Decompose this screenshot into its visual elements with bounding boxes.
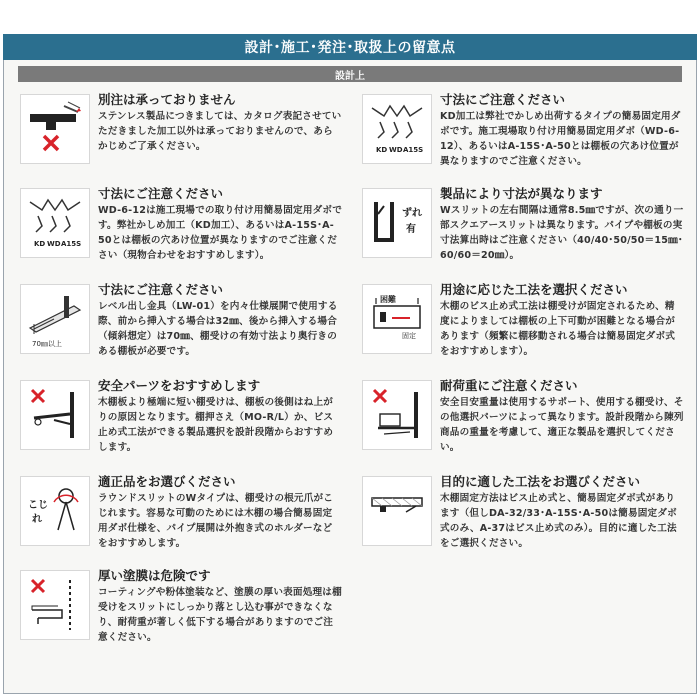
level-bracket-icon [20,284,90,354]
icon-label: KD [376,146,388,154]
item-title: 厚い塗膜は危険です [98,568,211,583]
notice-item [20,378,342,464]
item-title: 耐荷重にご注意ください [440,378,578,393]
twist-icon [20,476,90,546]
notice-item [20,568,342,654]
icon-label: KD [34,240,46,248]
load-warning-icon [362,380,432,450]
item-body: KD加工は弊社でかしめ出荷するタイプの簡易固定用ダボです。施工現場取り付け用簡易固定用ダボ（WD-6-12）、あるいはA-15S･A-50とは棚板の穴あけ位置が異なりますのでご注意ください。 [440,111,681,167]
notice-item [362,474,684,560]
section-header: 設計上 [18,66,682,82]
icon-label: A15S [61,240,82,248]
item-title: 寸法にご注意ください [98,186,224,201]
icon-label: WD [389,146,403,154]
item-body: ラウンドスリットのWタイプは、棚受けの根元爪がこじれます。容易な可動のためには木棚の場合簡易固定用ダボ仕様を、パイプ展開は外抱き式のホルダーなどをおすすめします。 [98,493,334,549]
item-body: WD-6-12は施工現場での取り付け用簡易固定用ダボです。弊社かしめ加工（KD加工）、あるいはA-15S･A-50とは棚板の穴あけ位置が異なりますのでご注意ください（現物合わせをおすすめします）。 [98,205,342,261]
icon-label: A15S [403,146,424,154]
notice-item [362,186,684,272]
item-body: 木棚のビス止め式工法は棚受けが固定されるため、精度によりましては棚板の上下可動が困難となる場合があります（頻繁に棚移動される場合は簡易固定ダボ式をおすすめします）。 [440,301,676,357]
item-title: 適正品をお選びください [98,474,236,489]
notice-item [362,92,684,178]
item-body: 安全目安重量は使用するサポート、使用する棚受け、その他選択パーツによって異なります。設計段階から陳列商品の重量を考慮して、適正な製品を選択してください。 [440,397,684,453]
notice-item [362,282,684,368]
item-body: 木棚固定方法はビス止め式と、簡易固定ダボ式があります（但しDA-32/33･A-15S･A-50は簡易固定ダボ式のみ、A-37はビス止め式のみ）。目的に適した工法をご選択ください。 [440,493,677,549]
icon-label: れ [32,514,42,525]
dowel-types-icon [20,188,90,258]
item-title: 別注は承っておりません [98,92,236,107]
shelf-fixing-icon [362,476,432,546]
item-body: Wスリットの左右間隔は通常8.5㎜ですが、次の通り一部スクエアースリットは異なります。パイプや棚板の実寸法算出時はご注意ください（40/40･50/50＝15㎜･60/60＝20㎜）。 [440,205,684,261]
thick-coating-warning-icon [20,570,90,640]
item-body: コーティングや粉体塗装など、塗膜の厚い表面処理は棚受けをスリットにしっかり落とし込む事ができなくなり、耐荷重が著しく低下する場合がありますのでご注意ください。 [98,587,342,643]
notice-item [20,474,342,560]
icon-label: 困難 [380,295,396,304]
item-title: 目的に適した工法をお選びください [440,474,641,489]
item-body: ステンレス製品につきましては、カタログ表記させていただきました加工以外は承っておりませんので、あらかじめご了承ください。 [98,111,342,152]
notice-item [20,282,342,368]
page-title: 設計･施工･発注･取扱上の留意点 [3,34,697,60]
notice-item [20,92,342,178]
no-custom-order-icon [20,94,90,164]
item-title: 用途に応じた工法を選択ください [440,282,628,297]
fixing-method-icon [362,284,432,354]
icon-label: ずれ [402,208,422,219]
dowel-types-icon [362,94,432,164]
icon-label: こじ [28,500,48,511]
size-gap-icon [362,188,432,258]
item-body: レベル出し金具（LW-01）を内々仕様展開で使用する際、前から挿入する場合は32㎜、後から挿入する場合（傾斜想定）は70㎜、棚受けの有効寸法より奥行きのある棚板が必要です。 [98,301,338,357]
item-title: 製品により寸法が異なります [440,186,603,201]
short-bracket-warning-icon [20,380,90,450]
notice-item [20,186,342,272]
icon-label: WD [47,240,61,248]
item-title: 寸法にご注意ください [98,282,224,297]
icon-label: 有 [406,224,416,235]
icon-label: 70㎜以上 [32,340,62,348]
notice-item [362,378,684,464]
item-title: 寸法にご注意ください [440,92,566,107]
icon-label: 固定 [402,332,416,340]
item-title: 安全パーツをおすすめします [98,378,261,393]
item-body: 木棚板より極端に短い棚受けは、棚板の後側はね上がりの原因となります。棚押さえ（MO-R/L）か、ビス止め式工法ができる製品選択を設計段階からおすすめします。 [98,397,334,453]
